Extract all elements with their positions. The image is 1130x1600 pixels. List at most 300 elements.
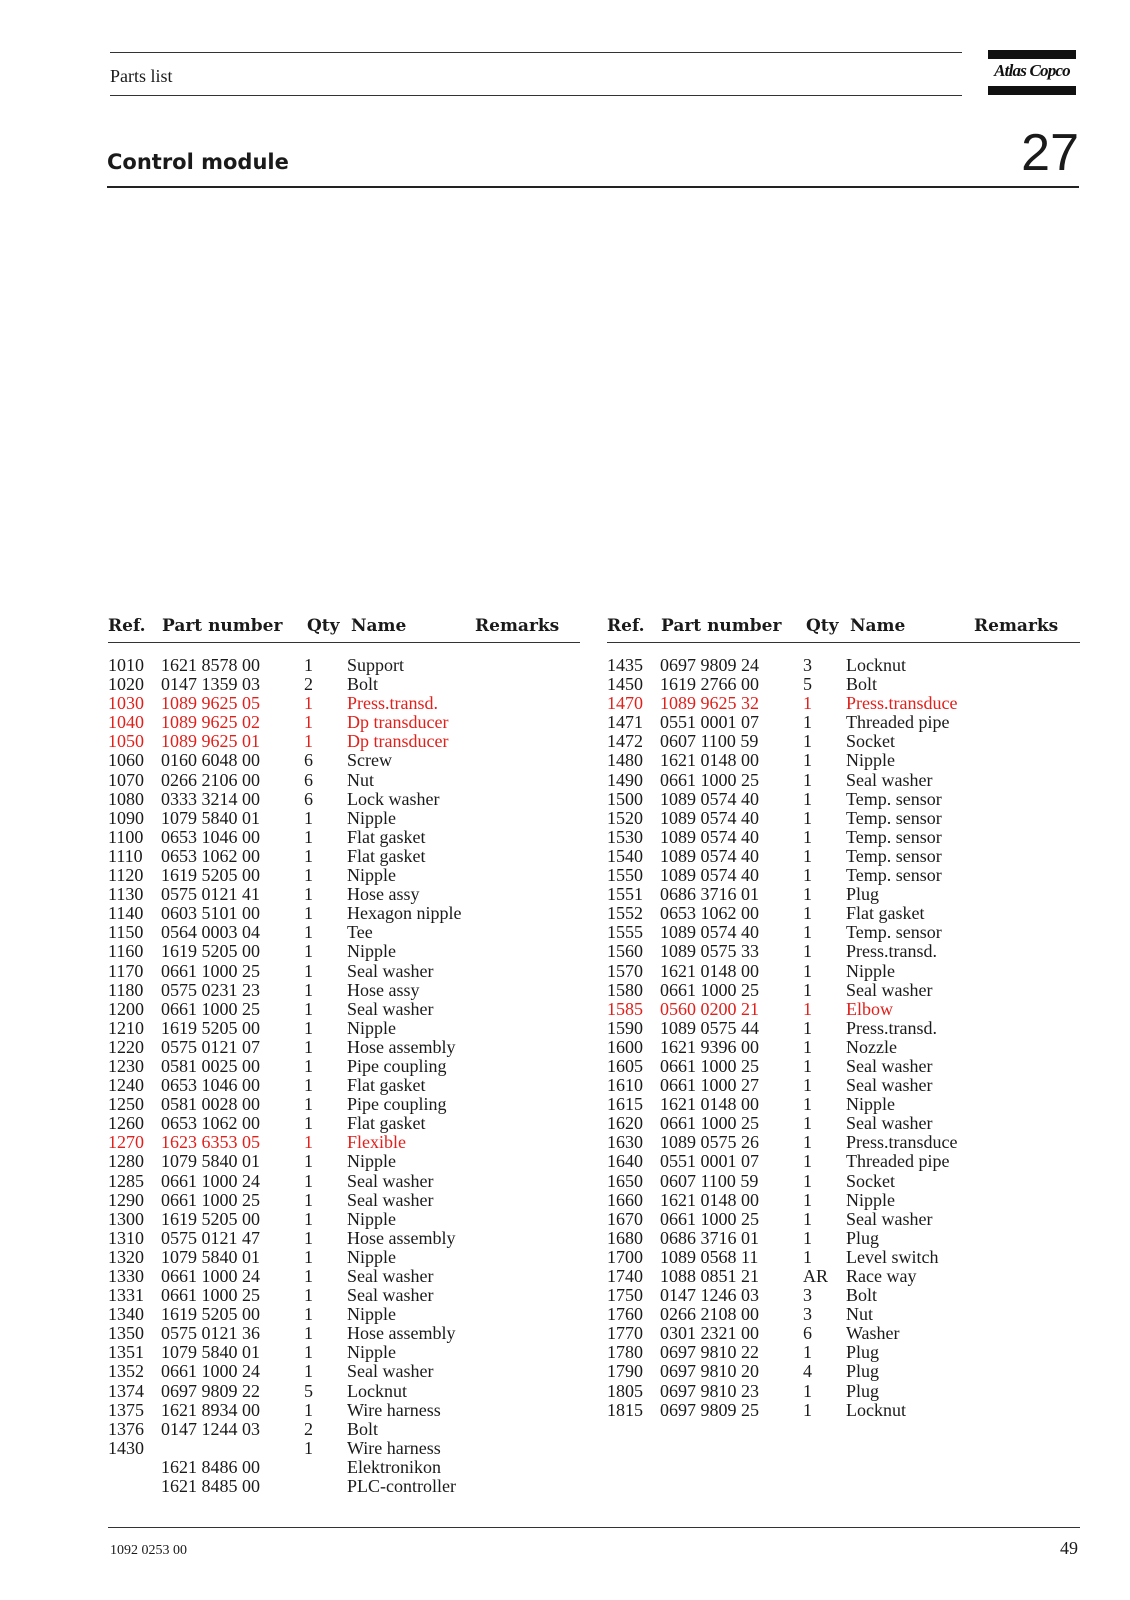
ref-cell: 1374: [108, 1380, 144, 1401]
brand-logo-text: Atlas Copco: [994, 61, 1070, 80]
part-number-cell: 0607 1100 59: [660, 731, 759, 752]
qty-cell: 1: [304, 998, 313, 1019]
name-cell: Nipple: [347, 865, 396, 886]
part-number-cell: 1089 9625 05: [161, 693, 260, 714]
qty-cell: 1: [304, 1055, 313, 1076]
name-cell: Flat gasket: [846, 903, 925, 924]
name-cell: Flat gasket: [347, 1113, 426, 1134]
part-number-cell: 1089 0574 40: [660, 922, 759, 943]
qty-cell: 1: [803, 1132, 812, 1153]
name-cell: Nipple: [347, 1208, 396, 1229]
ref-cell: 1180: [108, 979, 144, 1000]
part-number-cell: 0661 1000 25: [161, 960, 260, 981]
name-cell: Level switch: [846, 1246, 939, 1267]
name-cell: Plug: [846, 1227, 880, 1248]
ref-cell: 1520: [607, 807, 643, 828]
table-header-rule: [607, 642, 1080, 643]
part-number-cell: 0661 1000 25: [161, 998, 260, 1019]
name-cell: Press.transd.: [347, 693, 438, 714]
name-cell: Seal washer: [347, 1285, 434, 1306]
name-cell: Locknut: [846, 1399, 906, 1420]
col-ref-header: Ref.: [607, 616, 645, 636]
document-number: 1092 0253 00: [110, 1543, 187, 1558]
ref-cell: 1480: [607, 750, 643, 771]
col-name-header: Name: [351, 616, 407, 636]
ref-cell: 1472: [607, 731, 643, 752]
qty-cell: 6: [304, 750, 313, 771]
name-cell: Wire harness: [347, 1437, 441, 1458]
qty-cell: 1: [304, 826, 313, 847]
name-cell: Race way: [846, 1266, 917, 1286]
part-number-cell: 1089 0575 26: [660, 1132, 759, 1153]
name-cell: Flat gasket: [347, 1075, 426, 1096]
qty-cell: 1: [803, 1170, 812, 1191]
part-number-cell: 1089 0574 40: [660, 807, 759, 828]
name-cell: Flat gasket: [347, 845, 426, 866]
part-number-cell: 1621 0148 00: [660, 1189, 759, 1210]
name-cell: Flat gasket: [347, 826, 426, 847]
ref-cell: 1470: [607, 693, 643, 714]
part-number-cell: 1089 0574 40: [660, 845, 759, 866]
name-cell: Socket: [846, 1170, 895, 1191]
name-cell: Support: [347, 655, 405, 675]
name-cell: Temp. sensor: [846, 922, 942, 943]
ref-cell: 1815: [607, 1399, 643, 1420]
part-number-cell: 1089 0574 40: [660, 826, 759, 847]
part-number-cell: 1623 6353 05: [161, 1132, 260, 1153]
qty-cell: 1: [803, 903, 812, 924]
qty-cell: 1: [304, 960, 313, 981]
qty-cell: 1: [304, 865, 313, 886]
ref-cell: 1805: [607, 1380, 643, 1401]
ref-cell: 1640: [607, 1151, 643, 1172]
ref-cell: 1331: [108, 1285, 144, 1306]
qty-cell: 1: [803, 693, 812, 714]
part-number-cell: 0686 3716 01: [660, 1227, 759, 1248]
name-cell: Seal washer: [846, 979, 933, 1000]
part-number-cell: 1621 0148 00: [660, 1094, 759, 1115]
qty-cell: 1: [803, 750, 812, 771]
part-number-cell: 0653 1062 00: [161, 1113, 260, 1134]
part-number-cell: 0661 1000 27: [660, 1075, 759, 1096]
ref-cell: 1340: [108, 1304, 144, 1325]
qty-cell: 1: [803, 865, 812, 886]
ref-cell: 1270: [108, 1132, 144, 1153]
part-number-cell: 1619 5205 00: [161, 1017, 260, 1038]
qty-cell: 5: [304, 1380, 313, 1401]
qty-cell: 1: [304, 922, 313, 943]
qty-cell: 1: [304, 979, 313, 1000]
name-cell: Press.transd.: [846, 941, 937, 962]
ref-cell: 1285: [108, 1170, 144, 1191]
part-number-cell: 0564 0003 04: [161, 922, 260, 943]
ref-cell: 1450: [607, 674, 643, 695]
name-cell: Press.transd.: [846, 1017, 937, 1038]
part-number-cell: 0661 1000 24: [161, 1361, 260, 1382]
ref-cell: 1070: [108, 769, 144, 790]
ref-cell: 1350: [108, 1323, 144, 1344]
ref-cell: 1760: [607, 1304, 643, 1325]
part-number-cell: 0661 1000 25: [660, 1055, 759, 1076]
qty-cell: 1: [304, 1266, 313, 1286]
col-ref-header: Ref.: [108, 616, 146, 636]
qty-cell: 1: [803, 1208, 812, 1229]
name-cell: Seal washer: [347, 998, 434, 1019]
qty-cell: 1: [803, 1399, 812, 1420]
part-number-cell: 0697 9809 24: [660, 655, 759, 675]
part-number-cell: 0697 9809 25: [660, 1399, 759, 1420]
section-label: Parts list: [110, 66, 173, 86]
ref-cell: 1250: [108, 1094, 144, 1115]
part-number-cell: 0575 0121 41: [161, 884, 260, 905]
part-number-cell: 1619 5205 00: [161, 941, 260, 962]
part-number-cell: 1089 0575 33: [660, 941, 759, 962]
table-header: [108, 616, 580, 638]
part-number-cell: 1089 9625 32: [660, 693, 759, 714]
name-cell: Dp transducer: [347, 731, 449, 752]
title-rule: [107, 186, 1079, 188]
qty-cell: 1: [803, 1113, 812, 1134]
name-cell: Press.transduce: [846, 1132, 958, 1153]
ref-cell: 1060: [108, 750, 144, 771]
qty-cell: 1: [304, 1399, 313, 1420]
ref-cell: 1040: [108, 712, 144, 733]
table-header-rule: [108, 642, 580, 643]
name-cell: Hose assembly: [347, 1036, 456, 1057]
part-number-cell: 1619 5205 00: [161, 1208, 260, 1229]
part-number-cell: 0653 1062 00: [161, 845, 260, 866]
ref-cell: 1050: [108, 731, 144, 752]
name-cell: PLC-controller: [347, 1476, 456, 1497]
part-number-cell: 1089 0568 11: [660, 1246, 759, 1267]
name-cell: Screw: [347, 750, 392, 771]
part-number-cell: 0575 0121 47: [161, 1227, 260, 1248]
name-cell: Bolt: [846, 674, 878, 695]
ref-cell: 1310: [108, 1227, 144, 1248]
qty-cell: 1: [304, 1437, 313, 1458]
name-cell: Temp. sensor: [846, 845, 942, 866]
qty-cell: 3: [803, 1304, 812, 1325]
ref-cell: 1080: [108, 788, 144, 809]
part-number-cell: 0266 2108 00: [660, 1304, 759, 1325]
qty-cell: 1: [803, 998, 812, 1019]
qty-cell: 1: [304, 1113, 313, 1134]
name-cell: Nipple: [347, 941, 396, 962]
name-cell: Seal washer: [347, 1170, 434, 1191]
part-number-cell: 1621 8486 00: [161, 1456, 260, 1477]
qty-cell: 1: [304, 1227, 313, 1248]
qty-cell: 1: [304, 1246, 313, 1267]
name-cell: Temp. sensor: [846, 788, 942, 809]
qty-cell: 1: [803, 979, 812, 1000]
ref-cell: 1630: [607, 1132, 643, 1153]
ref-cell: 1585: [607, 998, 643, 1019]
ref-cell: 1610: [607, 1075, 643, 1096]
ref-cell: 1230: [108, 1055, 144, 1076]
brand-logo: [988, 50, 1076, 95]
qty-cell: 1: [803, 1246, 812, 1267]
qty-cell: 2: [304, 674, 313, 695]
name-cell: Nipple: [846, 1189, 895, 1210]
part-number-cell: 0333 3214 00: [161, 788, 260, 809]
table-header: [607, 616, 1080, 638]
qty-cell: 1: [803, 1380, 812, 1401]
ref-cell: 1530: [607, 826, 643, 847]
part-number-cell: 0266 2106 00: [161, 769, 260, 790]
name-cell: Nipple: [846, 1094, 895, 1115]
name-cell: Tee: [347, 922, 373, 943]
name-cell: Hose assy: [347, 884, 420, 905]
ref-cell: 1555: [607, 922, 643, 943]
part-number-cell: 0653 1062 00: [660, 903, 759, 924]
part-number-cell: 0661 1000 25: [660, 1208, 759, 1229]
ref-cell: 1430: [108, 1437, 144, 1458]
qty-cell: 1: [803, 807, 812, 828]
name-cell: Hose assembly: [347, 1323, 456, 1344]
part-number-cell: 1088 0851 21: [660, 1266, 759, 1286]
col-remarks-header: Remarks: [475, 616, 560, 636]
qty-cell: 1: [803, 1017, 812, 1038]
part-number-cell: 0575 0121 36: [161, 1323, 260, 1344]
qty-cell: 1: [803, 845, 812, 866]
part-number-cell: 1619 5205 00: [161, 865, 260, 886]
name-cell: Dp transducer: [347, 712, 449, 733]
part-number-cell: 0147 1244 03: [161, 1418, 260, 1439]
name-cell: Seal washer: [846, 769, 933, 790]
qty-cell: 1: [803, 1342, 812, 1363]
ref-cell: 1110: [108, 845, 143, 866]
ref-cell: 1650: [607, 1170, 643, 1191]
qty-cell: 5: [803, 674, 812, 695]
footer-rule: [108, 1527, 1080, 1528]
header-bottom-rule: [110, 95, 962, 96]
name-cell: Elektronikon: [347, 1456, 441, 1477]
name-cell: Bolt: [347, 674, 379, 695]
qty-cell: 1: [304, 807, 313, 828]
part-number-cell: 0607 1100 59: [660, 1170, 759, 1191]
part-number-cell: 0575 0231 23: [161, 979, 260, 1000]
part-number-cell: 0661 1000 24: [161, 1170, 260, 1191]
name-cell: Plug: [846, 1342, 880, 1363]
qty-cell: 1: [803, 884, 812, 905]
col-part-number-header: Part number: [162, 616, 283, 636]
part-number-cell: 1621 9396 00: [660, 1036, 759, 1057]
name-cell: Temp. sensor: [846, 865, 942, 886]
name-cell: Washer: [846, 1323, 900, 1344]
part-number-cell: 0697 9809 22: [161, 1380, 260, 1401]
qty-cell: 1: [803, 1075, 812, 1096]
name-cell: Plug: [846, 884, 880, 905]
name-cell: Plug: [846, 1361, 880, 1382]
part-number-cell: 0686 3716 01: [660, 884, 759, 905]
part-number-cell: 0697 9810 22: [660, 1342, 759, 1363]
qty-cell: 1: [304, 903, 313, 924]
part-number-cell: 0697 9810 20: [660, 1361, 759, 1382]
ref-cell: 1580: [607, 979, 643, 1000]
chapter-number: 27: [1021, 124, 1079, 182]
qty-cell: 1: [803, 960, 812, 981]
ref-cell: 1700: [607, 1246, 643, 1267]
ref-cell: 1030: [108, 693, 144, 714]
ref-cell: 1210: [108, 1017, 144, 1038]
ref-cell: 1790: [607, 1361, 643, 1382]
name-cell: Nipple: [347, 1151, 396, 1172]
part-number-cell: 0697 9810 23: [660, 1380, 759, 1401]
name-cell: Pipe coupling: [347, 1094, 447, 1115]
name-cell: Seal washer: [846, 1113, 933, 1134]
name-cell: Seal washer: [347, 1189, 434, 1210]
col-name-header: Name: [850, 616, 906, 636]
ref-cell: 1140: [108, 903, 144, 924]
qty-cell: 1: [803, 922, 812, 943]
name-cell: Nipple: [846, 960, 895, 981]
ref-cell: 1570: [607, 960, 643, 981]
part-number-cell: 0560 0200 21: [660, 998, 759, 1019]
part-number-cell: 1089 9625 02: [161, 712, 260, 733]
qty-cell: 2: [304, 1418, 313, 1439]
name-cell: Seal washer: [846, 1208, 933, 1229]
name-cell: Nipple: [347, 1246, 396, 1267]
qty-cell: 1: [304, 655, 313, 675]
name-cell: Flexible: [347, 1132, 406, 1153]
ref-cell: 1615: [607, 1094, 643, 1115]
part-number-cell: 0581 0028 00: [161, 1094, 260, 1115]
ref-cell: 1170: [108, 960, 144, 981]
part-number-cell: 0653 1046 00: [161, 826, 260, 847]
name-cell: Hose assy: [347, 979, 420, 1000]
ref-cell: 1560: [607, 941, 643, 962]
name-cell: Nipple: [347, 1342, 396, 1363]
qty-cell: 1: [304, 1017, 313, 1038]
name-cell: Nipple: [347, 807, 396, 828]
part-number-cell: 1079 5840 01: [161, 807, 260, 828]
qty-cell: 1: [304, 1285, 313, 1306]
part-number-cell: 0661 1000 25: [161, 1189, 260, 1210]
qty-cell: AR: [803, 1266, 829, 1286]
name-cell: Temp. sensor: [846, 807, 942, 828]
part-number-cell: 1079 5840 01: [161, 1342, 260, 1363]
ref-cell: 1280: [108, 1151, 144, 1172]
ref-cell: 1300: [108, 1208, 144, 1229]
col-part-number-header: Part number: [661, 616, 782, 636]
part-number-cell: 0653 1046 00: [161, 1075, 260, 1096]
page-title: Control module: [107, 150, 289, 174]
ref-cell: 1220: [108, 1036, 144, 1057]
ref-cell: 1435: [607, 655, 643, 675]
qty-cell: 1: [304, 1094, 313, 1115]
page-number: 49: [1060, 1538, 1078, 1558]
name-cell: Nozzle: [846, 1036, 897, 1057]
qty-cell: 1: [304, 1151, 313, 1172]
ref-cell: 1680: [607, 1227, 643, 1248]
qty-cell: 1: [803, 731, 812, 752]
part-number-cell: 1621 0148 00: [660, 750, 759, 771]
part-number-cell: 0147 1359 03: [161, 674, 260, 695]
name-cell: Seal washer: [347, 960, 434, 981]
ref-cell: 1376: [108, 1418, 144, 1439]
qty-cell: 1: [803, 826, 812, 847]
qty-cell: 3: [803, 1285, 812, 1306]
ref-cell: 1750: [607, 1285, 643, 1306]
name-cell: Seal washer: [347, 1361, 434, 1382]
qty-cell: 1: [304, 1208, 313, 1229]
ref-cell: 1500: [607, 788, 643, 809]
name-cell: Nipple: [347, 1304, 396, 1325]
ref-cell: 1320: [108, 1246, 144, 1267]
ref-cell: 1100: [108, 826, 144, 847]
qty-cell: 1: [803, 712, 812, 733]
ref-cell: 1740: [607, 1266, 643, 1286]
qty-cell: 1: [803, 769, 812, 790]
ref-cell: 1770: [607, 1323, 643, 1344]
ref-cell: 1290: [108, 1189, 144, 1210]
ref-cell: 1351: [108, 1342, 144, 1363]
name-cell: Lock washer: [347, 788, 440, 809]
ref-cell: 1020: [108, 674, 144, 695]
name-cell: Seal washer: [347, 1266, 434, 1286]
col-remarks-header: Remarks: [974, 616, 1059, 636]
qty-cell: 6: [803, 1323, 812, 1344]
part-number-cell: 0603 5101 00: [161, 903, 260, 924]
name-cell: Nipple: [347, 1017, 396, 1038]
part-number-cell: 1621 8934 00: [161, 1399, 260, 1420]
ref-cell: 1540: [607, 845, 643, 866]
part-number-cell: 1619 2766 00: [660, 674, 759, 695]
qty-cell: 1: [304, 845, 313, 866]
ref-cell: 1010: [108, 655, 144, 675]
ref-cell: 1330: [108, 1266, 144, 1286]
ref-cell: 1670: [607, 1208, 643, 1229]
qty-cell: 1: [304, 712, 313, 733]
part-number-cell: 0581 0025 00: [161, 1055, 260, 1076]
ref-cell: 1780: [607, 1342, 643, 1363]
ref-cell: 1160: [108, 941, 144, 962]
ref-cell: 1352: [108, 1361, 144, 1382]
part-number-cell: 0661 1000 25: [660, 1113, 759, 1134]
qty-cell: 6: [304, 769, 313, 790]
ref-cell: 1471: [607, 712, 643, 733]
part-number-cell: 0661 1000 25: [161, 1285, 260, 1306]
qty-cell: 1: [304, 884, 313, 905]
part-number-cell: 1621 8578 00: [161, 655, 260, 675]
part-number-cell: 1621 0148 00: [660, 960, 759, 981]
ref-cell: 1620: [607, 1113, 643, 1134]
part-number-cell: 0551 0001 07: [660, 712, 759, 733]
part-number-cell: 0160 6048 00: [161, 750, 260, 771]
name-cell: Bolt: [347, 1418, 379, 1439]
part-number-cell: 1089 0574 40: [660, 788, 759, 809]
name-cell: Socket: [846, 731, 895, 752]
ref-cell: 1130: [108, 884, 144, 905]
name-cell: Elbow: [846, 998, 893, 1019]
qty-cell: 1: [304, 1170, 313, 1191]
name-cell: Temp. sensor: [846, 826, 942, 847]
name-cell: Wire harness: [347, 1399, 441, 1420]
qty-cell: 1: [304, 1323, 313, 1344]
part-number-cell: 1089 0575 44: [660, 1017, 759, 1038]
qty-cell: 6: [304, 788, 313, 809]
name-cell: Nut: [846, 1304, 873, 1325]
qty-cell: 1: [304, 1075, 313, 1096]
part-number-cell: 1079 5840 01: [161, 1246, 260, 1267]
part-number-cell: 0301 2321 00: [660, 1323, 759, 1344]
ref-cell: 1590: [607, 1017, 643, 1038]
col-qty-header: Qty: [806, 616, 839, 636]
qty-cell: 1: [803, 788, 812, 809]
ref-cell: 1550: [607, 865, 643, 886]
part-number-cell: 1089 9625 01: [161, 731, 260, 752]
name-cell: Nut: [347, 769, 374, 790]
